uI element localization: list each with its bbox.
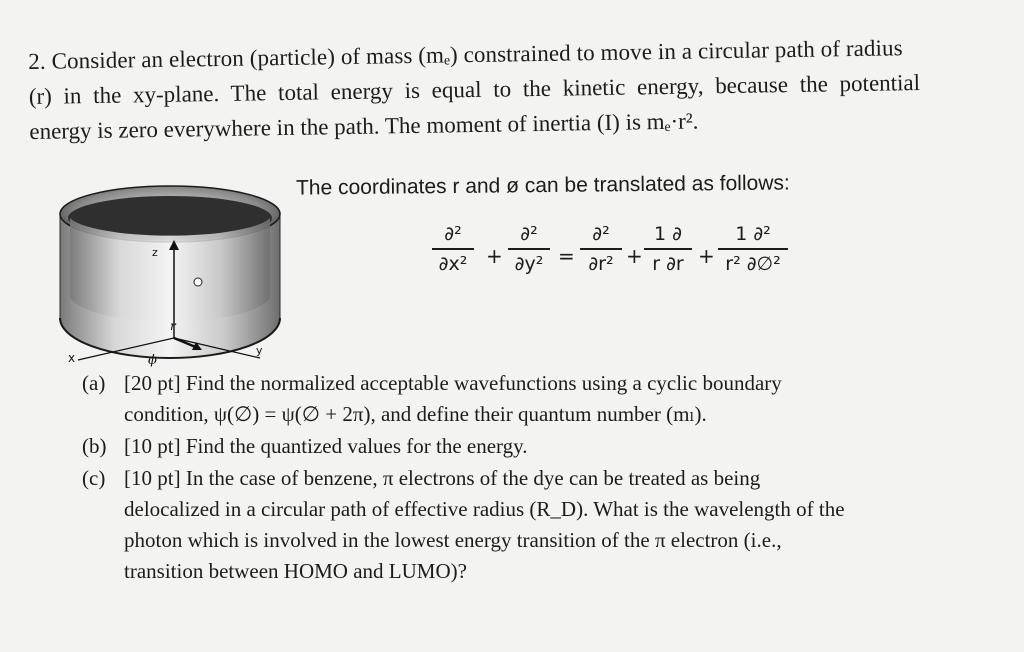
fraction-bar (432, 248, 474, 250)
part-c (82, 463, 962, 587)
x-axis-label: x (68, 351, 76, 365)
term-4-denominator: r ∂r (652, 252, 684, 275)
term-2-denominator: ∂y² (514, 252, 544, 275)
term-1-denominator: ∂x² (438, 252, 468, 275)
part-c-line-3: photon which is involved in the lowest energy transition of the π electron (i.e., (124, 528, 782, 552)
coordinates-heading: The coordinates r and ø can be translated as follows: (295, 171, 790, 200)
equals-sign: = (558, 244, 575, 268)
plus-sign: + (486, 244, 503, 268)
cylinder-figure (48, 178, 298, 378)
part-c-line-2: delocalized in a circular path of effective radius (R_D). What is the wavelength of the (124, 497, 845, 521)
term-5-numerator: 1 ∂² (735, 223, 771, 245)
z-axis-label: z (152, 246, 158, 259)
plus-sign: + (698, 244, 715, 268)
term-1-numerator: ∂² (444, 223, 462, 245)
term-3-numerator: ∂² (592, 223, 610, 245)
plus-sign: + (626, 244, 643, 268)
problem-intro (28, 29, 980, 149)
intro-line-1: 2. Consider an electron (particle) of mass (mₑ) constrained to move in a circular path of radius (28, 35, 903, 74)
part-a-line-2: condition, ψ(∅) = ψ(∅ + 2π), and define their quantum number (mₗ). (124, 402, 707, 426)
part-b-line-1: [10 pt] Find the quantized values for the energy. (124, 434, 528, 458)
fraction-bar (580, 248, 622, 250)
part-c-line-1: [10 pt] In the case of benzene, π electrons of the dye can be treated as being (124, 466, 761, 490)
part-b-label: (b) (82, 434, 107, 458)
part-b (82, 431, 962, 462)
y-axis-label: y (256, 344, 263, 357)
term-2-numerator: ∂² (520, 223, 538, 245)
phi-label: ϕ (148, 353, 157, 368)
term-d2dy2 (508, 222, 550, 276)
cylinder-diagram (48, 178, 298, 378)
term-1-over-r2-d2dphi2 (718, 222, 788, 276)
intro-line-2: (r) in the xy-plane. The total energy is equal to the kinetic energy, because the potential (28, 69, 921, 109)
particle-dot (194, 278, 202, 286)
term-d2dr2 (580, 222, 622, 276)
term-5-denominator: r² ∂∅² (725, 252, 781, 275)
term-3-denominator: ∂r² (588, 252, 614, 275)
part-c-line-4: transition between HOMO and LUMO)? (124, 559, 467, 583)
term-d2dx2 (432, 222, 474, 276)
term-4-numerator: 1 ∂ (654, 223, 682, 245)
part-c-label: (c) (82, 466, 106, 490)
r-label: r (170, 319, 176, 333)
fraction-bar (644, 248, 692, 250)
fraction-bar (508, 248, 550, 250)
part-a-line-1: [20 pt] Find the normalized acceptable wavefunctions using a cyclic boundary (124, 371, 782, 395)
question-parts (82, 368, 962, 588)
fraction-bar (718, 248, 788, 250)
intro-line-3: energy is zero everywhere in the path. The moment of inertia (I) is mₑ·r². (29, 108, 699, 144)
part-a-label: (a) (82, 371, 106, 395)
term-1-over-r-ddr (644, 222, 692, 276)
part-a (82, 368, 962, 430)
